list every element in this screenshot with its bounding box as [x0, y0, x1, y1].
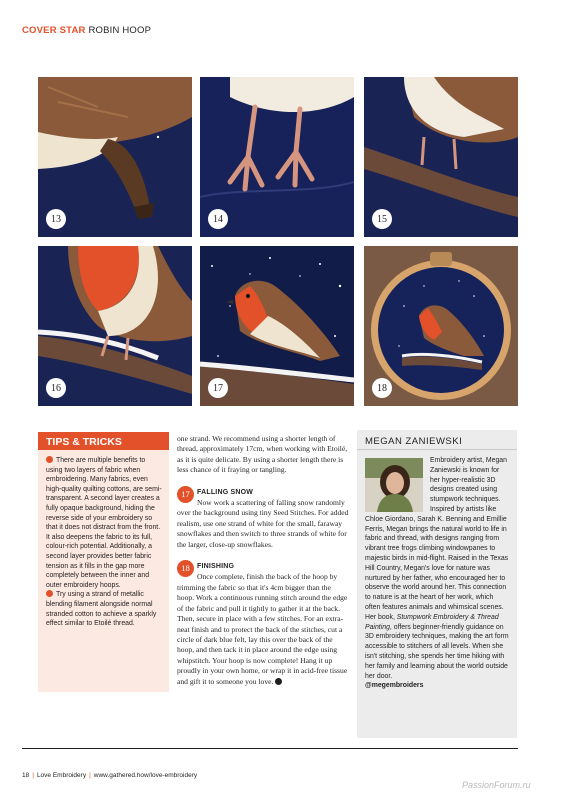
- step-badge-18: 18: [372, 378, 392, 398]
- step-number-17: 17: [177, 486, 194, 503]
- footer-rule: [22, 748, 518, 749]
- watermark: PassionForum.ru: [462, 780, 531, 790]
- step-number-18: 18: [177, 560, 194, 577]
- section-label: COVER STAR: [22, 25, 86, 36]
- step-text-18: Once complete, finish the back of the hoop by trimming the fabric so that it's 4cm bigger than the hoop. Work a continuous running stitch around the edge of the fabric and pull it tightly to gather it at the back. Then, secure in place with a few stitches. For an extra-neat finish and to protect the back of the stitches, cut a circle of dark blue felt, lay this over the back of the hoop, and then tack it in place around the edge using whipstitch. Your hoop is now complete! Hang it up proudly in your own home, or wrap it in acid-free tissue and gift it to someone you love.: [177, 572, 348, 686]
- separator: |: [89, 772, 91, 779]
- step-photo-14: [200, 77, 354, 237]
- intro-paragraph: one strand. We recommend using a shorter length of thread, approximately 17cm, when working with Etoilé, as it is quite delicate. By using a shorter length there is less chance of it fraying or tangling.: [177, 434, 348, 475]
- designer-portrait: [365, 458, 423, 512]
- step-18: [177, 558, 349, 687]
- step-photo-16: [38, 246, 192, 406]
- separator: |: [32, 772, 34, 779]
- bullet-icon: [46, 456, 53, 463]
- step-badge-13: 13: [46, 209, 66, 229]
- social-handle: @megembroiders: [365, 682, 424, 690]
- book-title: Stumpwork Embroidery & Thread Painting: [365, 613, 499, 631]
- tips-panel: [38, 432, 169, 692]
- tips-title: TIPS & TRICKS: [38, 432, 169, 450]
- magazine-url: www.gathered.how/love-embroidery: [93, 772, 198, 779]
- step-17: [177, 484, 349, 550]
- step-title-17: FALLING SNOW: [197, 488, 254, 496]
- bio-text: Embroidery artist, Megan Zaniewski is known for her hyper-realistic 3D designs created using stumpwork techniques. Inspired by artists like Chloe Giordano, Sarah K. Benning and Emillie Ferris, Megan brings the natural world to life in fabric and thread, with designs ranging from vibrant tree frogs climbing windowpanes to majestic birds in mid-flight. Raised in the Texas Hill Country, Megan's love for nature was nurtured by her father, who encouraged her to observe the world around her. This connection to nature is at the heart of her work, which often features animals and whimsical scenes. Her book,: [365, 457, 509, 621]
- step-text-17: Now work a scattering of falling snow randomly over the background using tiny Seed Stitches. For added realism, use one strand of white for the small, faraway snowflakes and then switch to three strands of white for the larger, close-up snowflakes.: [177, 498, 349, 549]
- tips-body: [38, 450, 169, 629]
- bio-body: [357, 454, 517, 691]
- bio-title: MEGAN ZANIEWSKI: [357, 430, 517, 450]
- page-footer: [22, 772, 197, 779]
- step-badge-14: 14: [208, 209, 228, 229]
- step-photo-13: [38, 77, 192, 237]
- step-photo-18: [364, 246, 518, 406]
- step-title-18: FINISHING: [197, 563, 235, 571]
- step-photo-15: [364, 77, 518, 237]
- step-badge-15: 15: [372, 209, 392, 229]
- bio-text-continued: , offers beginner-friendly guidance on 3D embroidery techniques, making the art form accessible to stitchers of all levels. When she isn't stitching, she spends her time hiking with her family and learning about the world outside her door.: [365, 623, 509, 680]
- designer-name: ROBIN HOOP: [88, 25, 152, 36]
- magazine-name: Love Embroidery: [36, 772, 87, 779]
- bullet-icon: [46, 590, 53, 597]
- end-mark-icon: [275, 678, 282, 685]
- tip-item: There are multiple benefits to using two layers of fabric when embroidering. Many fabrics, even high-quality quilting cottons, are semi-transparent. A second layer creates a fully opaque background, hiding the reverse side of your embroidery so that it does not distract from the front. It also deepens the fabric to its full, colour-rich potential. Additionally, a second layer provides better fabric tension as it fills in the gap more completely between the inner and outer embroidery hoops.: [46, 457, 162, 589]
- step-photo-17: [200, 246, 354, 406]
- step-badge-16: 16: [46, 378, 66, 398]
- step-badge-17: 17: [208, 378, 228, 398]
- instructions-column: [177, 434, 349, 695]
- section-header: [22, 25, 151, 36]
- tip-item: Try using a strand of metallic blending filament alongside normal stranded cotton to achieve a sparkly effect similar to Etoilé thread.: [46, 591, 157, 628]
- designer-bio-panel: [357, 430, 517, 738]
- page-number: 18: [22, 772, 30, 779]
